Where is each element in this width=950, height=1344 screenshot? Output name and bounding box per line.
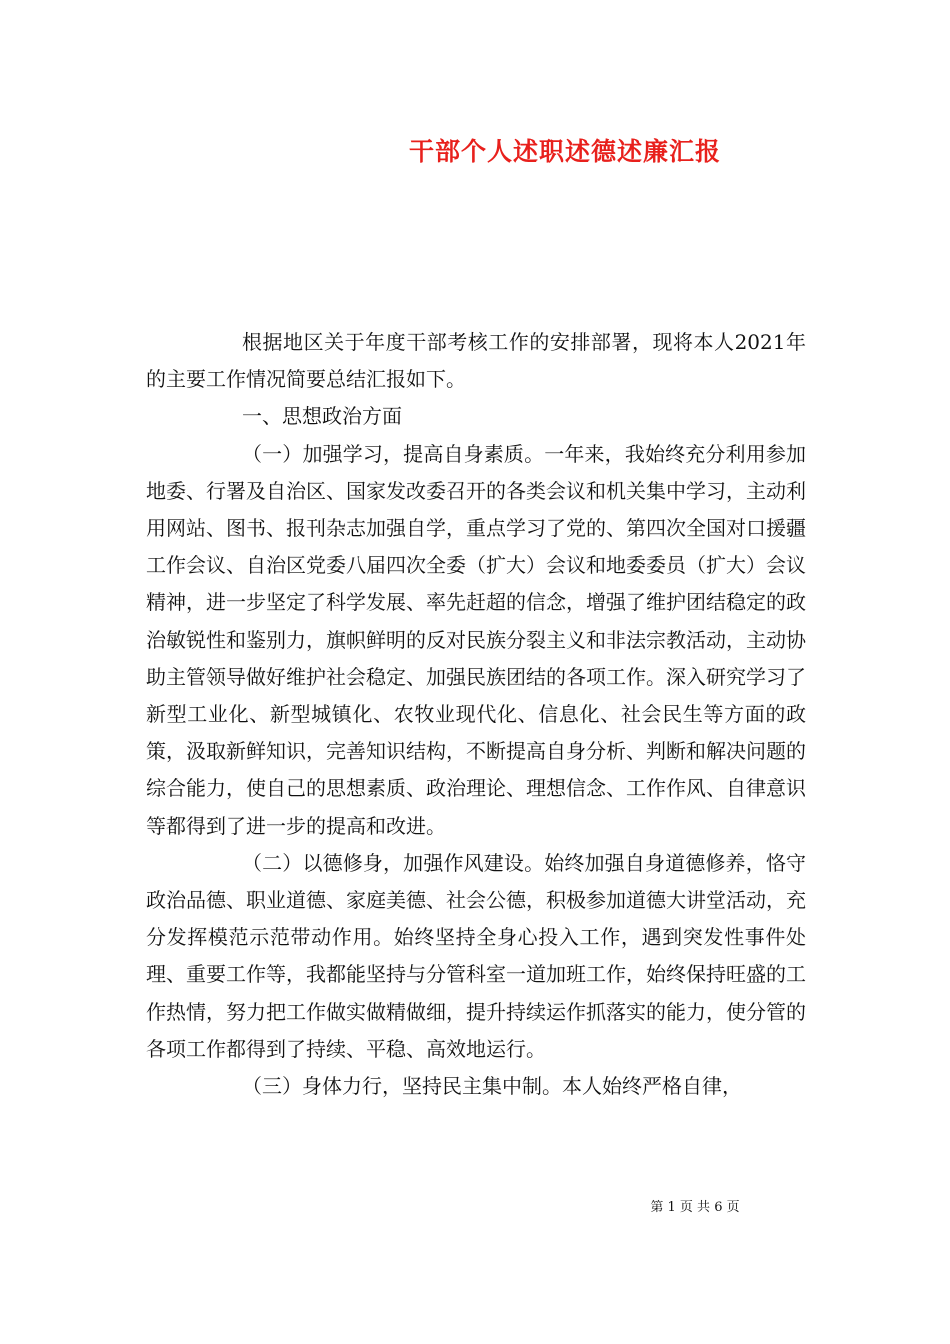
paragraph-morality: （二）以德修身，加强作风建设。始终加强自身道德修养，恪守政治品德、职业道德、家庭美德、社会公德，积极参加道德大讲堂活动，充分发挥模范示范带动作用。始终坚持全身心投入工作，遇到突发性事件处理、重要工作等，我都能坚持与分管科室一道加班工作，始终保持旺盛的工作热情，努力把工作做实做精做细，提升持续运作抓落实的能力，使分管的各项工作都得到了持续、平稳、高效地运行。 [146,850,806,1061]
paragraph-intro: 根据地区关于年度干部考核工作的安排部署，现将本人2021年的主要工作情况简要总结汇报如下。 [146,330,806,392]
document-title: 干部个人述职述德述廉汇报 [408,137,721,166]
paragraph-democracy: （三）身体力行，坚持民主集中制。本人始终严格自律， [242,1074,742,1099]
paragraph-study: （一）加强学习，提高自身素质。一年来，我始终充分利用参加地委、行署及自治区、国家发改委召开的各类会议和机关集中学习，主动利用网站、图书、报刊杂志加强自学，重点学习了党的、第四次全国对口援疆工作会议、自治区党委八届四次全委（扩大）会议和地委委员（扩大）会议精神，进一步坚定了科学发展、率先赶超的信念，增强了维护团结稳定的政治敏锐性和鉴别力，旗帜鲜明的反对民族分裂主义和非法宗教活动，主动协助主管领导做好维护社会稳定、加强民族团结的各项工作。深入研究学习了新型工业化、新型城镇化、农牧业现代化、信息化、社会民生等方面的政策，汲取新鲜知识，完善知识结构，不断提高自身分析、判断和解决问题的综合能力，使自己的思想素质、政治理论、理想信念、工作作风、自律意识等都得到了进一步的提高和改进。 [146,441,806,838]
section-heading-ideology: 一、思想政治方面 [242,404,402,429]
page-number-footer: 第 1 页 共 6 页 [650,1200,740,1215]
document-body [146,324,806,1105]
